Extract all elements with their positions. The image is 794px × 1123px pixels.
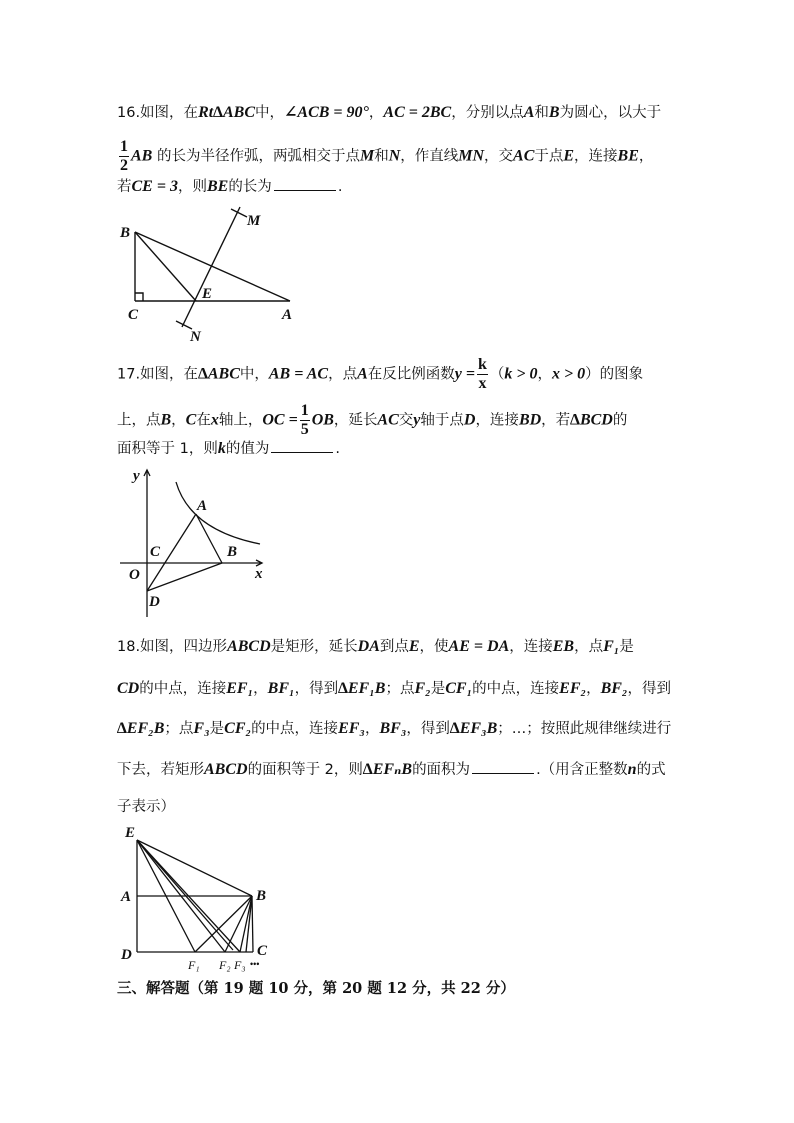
math-expression: ∆EF₁B [338,680,386,697]
text-segment: ，得到 [627,681,671,697]
math-expression: E [563,147,575,165]
math-expression: CF₁ [445,680,473,697]
label-b: B [120,225,131,241]
label-m: M [247,213,261,229]
text-segment: 的面积等于 2，则 [247,762,363,778]
text-segment: （ [489,366,505,383]
text-segment: ，点 [574,639,604,655]
fraction-denominator: 5 [300,421,309,438]
question-line [117,138,653,175]
text-segment: .（用含正整数 [536,762,628,778]
math-expression: OB [311,411,334,429]
text-segment: 于点 [534,148,564,165]
text-segment: 中， [254,105,284,121]
fraction [300,402,310,439]
math-expression: A [523,104,535,121]
math-expression: M [359,147,375,165]
label-b: B [256,888,267,904]
text-segment: 的中点，连接 [472,681,560,697]
line-mn [182,207,240,327]
math-expression: N [388,147,401,165]
text-segment: 的值为 [225,441,270,457]
text-segment: ， [586,681,601,697]
label-n: N [190,329,201,345]
answer-blank[interactable] [271,438,333,453]
text-segment: . [337,179,343,195]
text-segment: ，连接 [574,148,618,165]
math-expression: y [413,411,421,429]
section-heading: 三、解答题（第 19 题 10 分，第 20 题 12 分，共 22 分） [117,980,515,997]
question-line [117,637,634,657]
fraction-numerator: 1 [300,402,309,419]
text-segment: ，若 [541,412,571,429]
figure-q16 [110,195,310,345]
label-x: x [255,566,263,582]
math-expression: k [217,440,226,457]
text-segment: 和 [534,105,549,121]
segment-bf2 [225,896,252,952]
text-segment: ，得到 [406,721,450,737]
fraction [477,356,488,393]
text-segment: 子表示） [117,799,175,815]
math-expression: ∆EF₃B [449,720,498,737]
math-expression: F₂ [414,680,431,697]
fraction-denominator: x [478,375,487,392]
math-expression: ∆EF₂B [117,720,165,737]
math-expression: D [463,411,476,429]
math-expression: AB = AC [268,365,329,383]
text-segment: ， [364,721,380,737]
math-expression: BD [518,411,542,429]
text-segment: ，分别以点 [451,105,524,121]
math-expression: ∆EFₙB [362,761,413,778]
segment-be [135,232,196,301]
math-expression: Rt∆ABC [198,104,255,121]
text-segment: 轴上， [218,412,263,429]
fraction-numerator: 1 [120,138,128,155]
text-segment: 轴于点 [420,412,464,429]
text-segment: ，则 [177,179,207,195]
text-segment: 17.如图，在 [117,366,199,383]
text-segment: ，作直线 [400,148,459,165]
text-segment: 是 [209,721,225,737]
fraction-denominator: 2 [120,157,128,174]
math-expression: BF₁ [267,680,295,697]
text-segment: 为圆心，以大于 [559,105,662,121]
segment-bf4 [246,896,252,952]
text-segment: . [335,441,340,457]
text-segment: ；点 [164,721,194,737]
math-expression: ABCD [204,761,248,778]
math-expression: k > 0 [504,365,538,383]
text-segment: 到点 [379,639,409,655]
label-a: A [197,498,208,514]
label-f1: F₁ [188,958,200,972]
math-expression: EF₃ [338,720,365,737]
label-c: C [150,544,161,560]
answer-blank[interactable] [472,759,534,774]
math-expression: BE [206,178,229,195]
question-line [117,679,671,699]
text-segment: 18.如图，四边形 [117,639,228,655]
label-o: O [129,567,140,583]
hyperbola-curve [176,482,260,544]
text-segment: 16.如图，在 [117,105,199,121]
math-expression: DA [357,638,380,655]
math-expression: AC [377,411,399,429]
math-expression: E [408,638,420,655]
text-segment: 的中点，连接 [139,681,227,697]
label-d: D [149,594,160,610]
text-segment: 若 [117,179,132,195]
question-line [117,103,661,123]
segment-eb [137,840,252,896]
math-expression: x [210,411,219,429]
text-segment: 上，点 [117,412,161,429]
label-y: y [133,468,140,484]
text-segment: 的长为半径作弧，两弧相交于点 [152,148,360,165]
label-ellipsis: ••• [250,959,260,969]
text-segment: ，使 [419,639,449,655]
math-expression: ∆ABC [198,365,240,383]
math-expression: n [627,761,637,778]
label-e: E [125,825,136,841]
segment-bf3 [240,896,252,952]
label-a: A [282,307,293,323]
question-line [117,759,666,780]
math-expression: ∆BCD [570,411,613,429]
text-segment: 下去，若矩形 [117,762,204,778]
label-c: C [257,943,268,959]
segment-ba [135,232,290,301]
label-a: A [121,889,132,905]
label-f2: F₂ [219,958,231,972]
math-expression: A [357,365,368,383]
answer-blank[interactable] [274,176,336,191]
text-segment: 是 [619,639,634,655]
question-line [117,176,342,197]
text-segment: ，点 [328,366,358,383]
text-segment: ，连接 [509,639,553,655]
text-segment: 的式 [636,762,666,778]
math-expression: x > 0 [552,365,586,383]
math-expression: BE [617,147,639,165]
fraction-numerator: k [477,356,487,373]
text-segment: 和 [374,148,389,165]
label-e: E [202,286,213,302]
text-segment: 的 [612,412,628,429]
fraction [119,138,129,175]
text-segment: ，延长 [333,412,378,429]
text-segment: 交 [398,412,414,429]
math-expression: EF₁ [226,680,254,697]
text-segment: ， [638,148,654,165]
math-expression: BF₃ [379,720,407,737]
math-expression: F₁ [603,638,620,655]
text-segment: 的面积为 [412,762,471,778]
math-expression: C [185,411,197,429]
text-segment: ；…；按照此规律继续进行 [497,721,672,737]
math-expression: EB [552,638,575,655]
math-expression: CE = 3 [131,178,178,195]
question-line [117,438,340,459]
figure-q17 [115,462,275,622]
text-segment: ）的图象 [585,366,644,383]
math-expression: CF₂ [224,720,252,737]
text-segment: 的中点，连接 [251,721,339,737]
text-segment: ， [253,681,268,697]
text-segment: 在 [196,412,211,429]
text-segment: 中， [239,366,269,383]
text-segment: 的长为 [228,179,272,195]
text-segment: 面积等于 1，则 [117,441,218,457]
math-expression: B [160,411,172,429]
text-segment: 是矩形，延长 [270,639,358,655]
text-segment: ；点 [385,681,415,697]
segment-ab [196,514,222,563]
text-segment: ，连接 [475,412,519,429]
math-expression: F₃ [193,720,210,737]
math-expression: CD [117,680,140,697]
label-b: B [227,544,238,560]
question-line [117,356,643,393]
text-segment: 在反比例函数 [367,366,455,383]
label-c: C [128,307,139,323]
math-expression: BF₂ [600,680,628,697]
math-expression: OC = [262,411,298,429]
figure-q18 [115,822,285,972]
math-expression: ∠ACB = 90° [283,104,369,121]
right-angle-mark [135,293,143,301]
question-line [117,797,175,817]
text-segment: ， [537,366,553,383]
text-segment: ， [368,105,384,121]
label-f3: F₃ [234,958,246,972]
segment-cb [252,896,253,952]
label-d: D [121,947,132,963]
question-line [117,402,627,439]
math-expression: AC = 2BC [383,104,452,121]
math-expression: AE = DA [448,638,510,655]
text-segment: ，交 [484,148,514,165]
text-segment: ， [171,412,186,429]
segment-bd [147,563,222,591]
math-expression: MN [458,147,485,165]
math-expression: B [548,104,560,121]
question-line [117,719,671,739]
text-segment: ，得到 [294,681,339,697]
math-expression: ABCD [227,638,271,655]
math-expression: AB [131,147,153,165]
math-expression: AC [513,147,535,165]
math-expression: y = [454,365,475,383]
math-expression: EF₂ [559,680,587,697]
text-segment: 是 [430,681,446,697]
